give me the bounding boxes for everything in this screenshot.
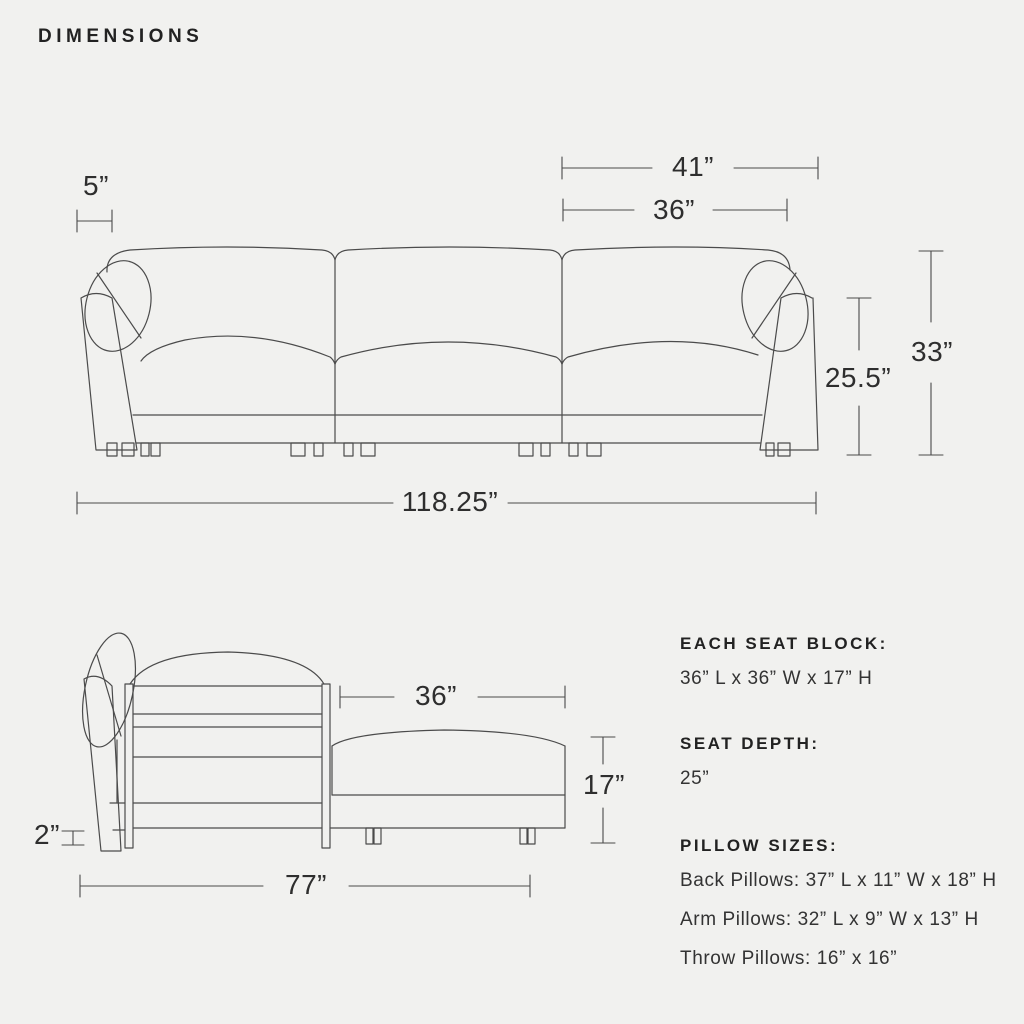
front-view-dimension-lines [77,157,943,517]
side-view-dimension-lines [62,686,615,900]
dim-label-seat-with-arm: 41” [672,151,714,182]
dim-label-overall-height: 33” [911,336,953,367]
spec-seat-block-value: 36” L x 36” W x 17” H [680,668,873,689]
dim-label-seat-height: 17” [583,769,625,800]
dim-label-overall-depth: 77” [285,869,327,900]
sofa-side-view-drawing [73,628,565,851]
page-title: DIMENSIONS [38,26,204,47]
spec-back-pillows: Back Pillows: 37” L x 11” W x 18” H [680,870,997,891]
specs-panel [680,634,1020,970]
spec-pillow-sizes-label: PILLOW SIZES: [680,836,839,855]
front-view-legs [107,443,790,456]
dim-label-arm-height: 25.5” [824,362,892,393]
sofa-front-view-drawing [76,247,818,456]
spec-seat-depth-value: 25” [680,768,710,789]
dim-label-arm-width: 5” [83,170,109,201]
spec-arm-pillows: Arm Pillows: 32” L x 9” W x 13” H [680,909,979,930]
spec-seat-depth-label: SEAT DEPTH: [680,734,820,753]
dim-label-seat-depth-block: 36” [415,680,457,711]
spec-seat-block-label: EACH SEAT BLOCK: [680,634,888,653]
dim-label-leg-height: 2” [34,819,60,850]
spec-throw-pillows: Throw Pillows: 16” x 16” [680,948,898,969]
dim-label-overall-width: 118.25” [401,486,499,517]
dim-label-seat-width: 36” [653,194,695,225]
